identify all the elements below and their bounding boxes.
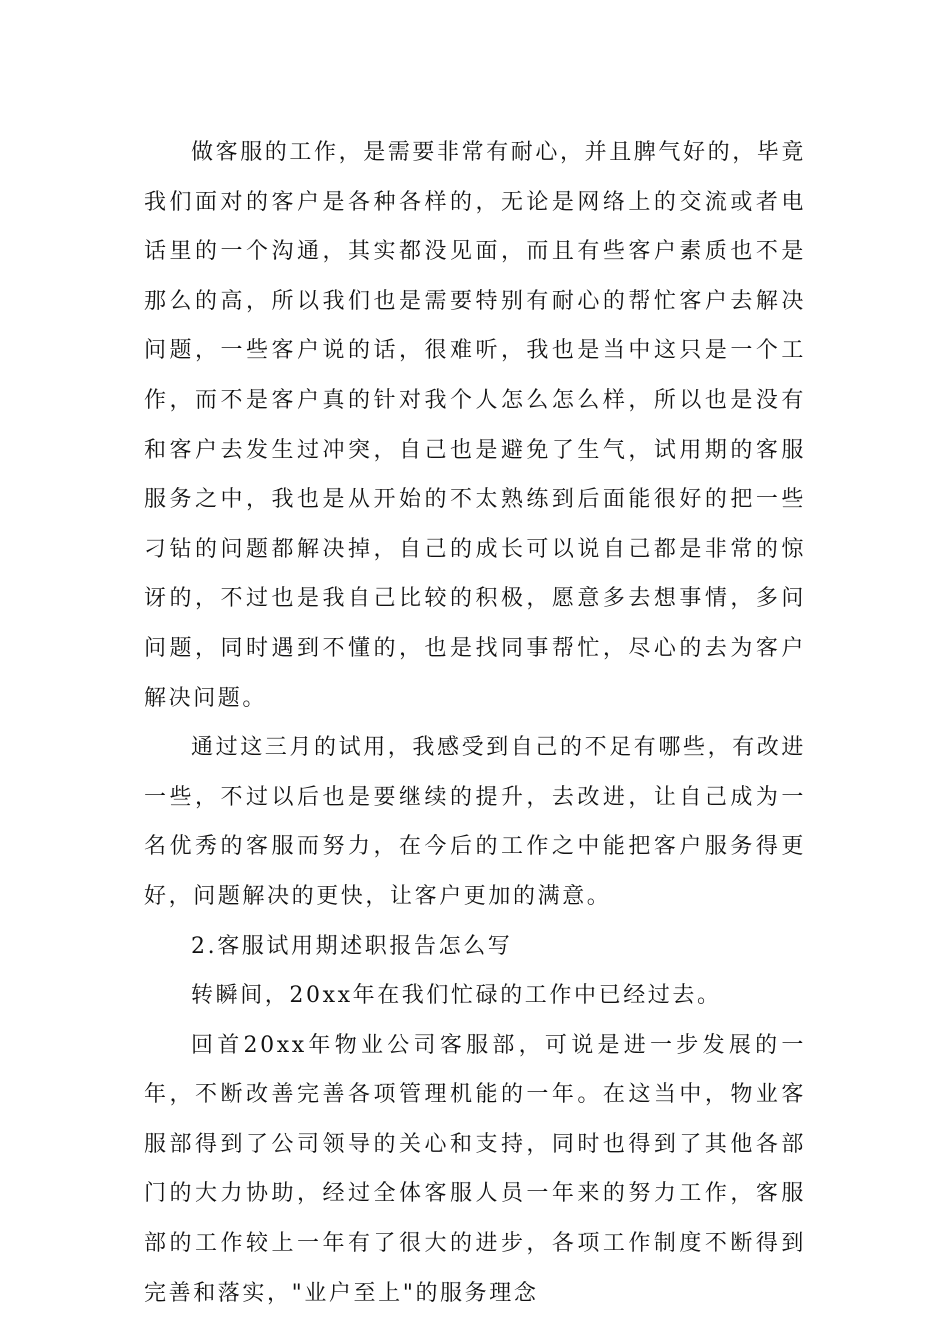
paragraph-year-passed: 转瞬间，20xx年在我们忙碌的工作中已经过去。 — [191, 983, 722, 1009]
paragraph-customer-service-patience: 做客服的工作，是需要非常有耐心，并且脾气好的，毕竟我们面对的客户是各种各样的，无论是网络上的交流或者电话里的一个沟通，其实都没见面，而且有些客户素质也不是那么的高，所以我们也是需要特别有耐心的帮忙客户去解决问题，一些客户说的话，很难听，我也是当中这只是一个工作，而不是客户真的针对我个人怎么怎么样，所以也是没有和客户去发生过冲突，自己也是避免了生气，试用期的客服服务之中，我也是从开始的不太熟练到后面能很好的把一些刁钻的问题都解决掉，自己的成长可以说自己都是非常的惊讶的，不过也是我自己比较的积极，愿意多去想事情，多问问题，同时遇到不懂的，也是找同事帮忙，尽心的去为客户解决问题。 — [144, 140, 807, 711]
paragraph-trial-reflection: 通过这三月的试用，我感受到自己的不足有哪些，有改进一些，不过以后也是要继续的提升，去改进，让自己成为一名优秀的客服而努力，在今后的工作之中能把客户服务得更好，问题解决的更快，让客户更加的满意。 — [144, 735, 807, 909]
section-heading: 2.客服试用期述职报告怎么写 — [191, 933, 513, 959]
paragraph-year-review: 回首20xx年物业公司客服部，可说是进一步发展的一年，不断改善完善各项管理机能的一年。在这当中，物业客服部得到了公司领导的关心和支持，同时也得到了其他各部门的大力协助，经过全体客服人员一年来的努力工作，客服部的工作较上一年有了很大的进步，各项工作制度不断得到完善和落实，"业户至上"的服务理念 — [144, 1032, 806, 1306]
document-body — [144, 128, 806, 1318]
